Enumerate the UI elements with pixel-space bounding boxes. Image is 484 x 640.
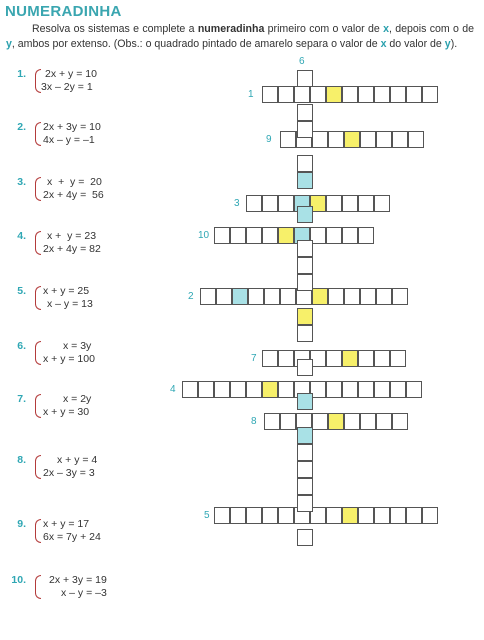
grid-cell[interactable] [262,195,278,212]
grid-cell[interactable] [422,86,438,103]
grid-cell[interactable] [297,427,313,444]
grid-cell[interactable] [328,413,344,430]
grid-cell[interactable] [297,70,313,87]
system-number: 1. [17,68,26,80]
grid-cell[interactable] [200,288,216,305]
grid-cell[interactable] [297,240,313,257]
system-number: 2. [17,121,26,133]
grid-cell[interactable] [358,507,374,524]
grid-cell[interactable] [262,381,278,398]
grid-cell[interactable] [358,381,374,398]
grid-cell[interactable] [342,350,358,367]
grid-cell[interactable] [297,257,313,274]
grid-cell[interactable] [390,381,406,398]
grid-cell[interactable] [297,393,313,410]
instr-var-y: y [444,38,451,50]
grid-cell[interactable] [297,461,313,478]
brace-icon [35,122,41,146]
column-label: 6 [299,56,305,67]
grid-cell[interactable] [297,495,313,512]
equation-line: 2x + 4y = 82 [43,243,101,255]
grid-cell[interactable] [328,131,344,148]
page-title: NUMERADINHA [5,3,122,20]
instr-text: ). [450,38,458,50]
grid-cell[interactable] [406,381,422,398]
system-number: 7. [17,393,26,405]
grid-cell[interactable] [182,381,198,398]
grid-cell[interactable] [374,381,390,398]
equation-line: x = 3y [63,340,92,352]
row-label: 5 [204,510,210,521]
grid-cell[interactable] [278,195,294,212]
system-number: 3. [17,176,26,188]
grid-cell[interactable] [344,288,360,305]
grid-cell[interactable] [297,308,313,325]
row-label: 2 [188,291,194,302]
grid-cell[interactable] [312,288,328,305]
grid-cell[interactable] [342,86,358,103]
equation-line: x = 2y [63,393,92,405]
equation-line: 2x – 3y = 3 [43,467,95,479]
grid-cell[interactable] [342,227,358,244]
grid-cell[interactable] [392,413,408,430]
brace-icon [35,231,41,255]
grid-cell[interactable] [358,227,374,244]
instr-keyword: numeradinha [197,23,265,35]
system-number: 10. [11,574,26,586]
system-number: 6. [17,340,26,352]
grid-cell[interactable] [312,413,328,430]
grid-cell[interactable] [297,121,313,138]
grid-cell[interactable] [326,507,342,524]
equation-line: x + y = 23 [47,230,97,242]
equation-line: 2x + 4y = 56 [43,189,104,201]
instr-text: primeiro com o valor de [264,23,384,35]
grid-cell[interactable] [358,350,374,367]
instr-text: do valor de [386,38,445,50]
grid-cell[interactable] [406,86,422,103]
instructions [6,22,474,52]
grid-cell[interactable] [230,227,246,244]
brace-icon [35,575,41,599]
grid-cell[interactable] [326,195,342,212]
instr-var-y: y [6,38,12,50]
grid-cell[interactable] [360,131,376,148]
brace-icon [35,455,41,479]
equation-line: 2x + 3y = 19 [49,574,107,586]
grid-cell[interactable] [280,131,296,148]
system-number: 9. [17,518,26,530]
grid-cell[interactable] [297,529,313,546]
grid-cell[interactable] [262,227,278,244]
grid-cell[interactable] [246,381,262,398]
grid-cell[interactable] [344,131,360,148]
grid-cell[interactable] [406,507,422,524]
grid-cell[interactable] [230,507,246,524]
equation-line: x + y = 20 [47,176,102,188]
instr-text: , ambos por extenso. (Obs.: o quadrado pintado de amarelo separa o valor de [11,38,381,50]
grid-cell[interactable] [278,86,294,103]
equation-line: x + y = 25 [43,285,90,297]
grid-cell[interactable] [326,227,342,244]
grid-cell[interactable] [376,131,392,148]
grid-cell[interactable] [376,413,392,430]
equation-line: x – y = –3 [61,587,107,599]
grid-cell[interactable] [294,86,310,103]
grid-cell[interactable] [246,227,262,244]
system-number: 8. [17,454,26,466]
grid-cell[interactable] [297,444,313,461]
grid-cell[interactable] [360,413,376,430]
system-number: 5. [17,285,26,297]
grid-cell[interactable] [230,381,246,398]
equation-line: x – y = 13 [47,298,93,310]
grid-cell[interactable] [278,227,294,244]
grid-cell[interactable] [392,131,408,148]
equation-line: 3x – 2y = 1 [41,81,93,93]
instr-text: Resolva os sistemas e complete a [32,23,198,35]
grid-cell[interactable] [297,104,313,121]
grid-cell[interactable] [264,288,280,305]
equation-line: 2x + y = 10 [45,68,97,80]
equation-line: 2x + 3y = 10 [43,121,101,133]
row-label: 3 [234,198,240,209]
grid-cell[interactable] [312,131,328,148]
grid-cell[interactable] [214,227,230,244]
row-label: 7 [251,353,257,364]
grid-cell[interactable] [246,507,262,524]
grid-cell[interactable] [214,381,230,398]
grid-cell[interactable] [262,350,278,367]
row-label: 8 [251,416,257,427]
grid-cell[interactable] [297,206,313,223]
grid-cell[interactable] [198,381,214,398]
grid-cell[interactable] [297,478,313,495]
grid-cell[interactable] [342,195,358,212]
grid-cell[interactable] [328,288,344,305]
grid-cell[interactable] [262,507,278,524]
row-label: 1 [248,89,254,100]
grid-cell[interactable] [342,381,358,398]
grid-cell[interactable] [278,507,294,524]
grid-cell[interactable] [262,86,278,103]
grid-cell[interactable] [422,507,438,524]
grid-cell[interactable] [310,86,326,103]
grid-cell[interactable] [297,172,313,189]
equation-line: x + y = 4 [57,454,98,466]
grid-cell[interactable] [374,195,390,212]
grid-cell[interactable] [232,288,248,305]
grid-cell[interactable] [278,350,294,367]
grid-cell[interactable] [390,86,406,103]
row-label: 10 [198,230,210,241]
grid-cell[interactable] [376,288,392,305]
row-label: 9 [266,134,272,145]
grid-cell[interactable] [248,288,264,305]
grid-cell[interactable] [216,288,232,305]
instr-text: , depois com o de [388,23,475,35]
grid-cell[interactable] [297,274,313,291]
brace-icon [35,394,41,418]
row-label: 4 [170,384,176,395]
brace-icon [35,177,41,201]
equation-line: 6x = 7y + 24 [43,531,101,543]
grid-cell[interactable] [344,413,360,430]
grid-cell[interactable] [390,507,406,524]
instr-var-x: x [380,38,387,50]
system-number: 4. [17,230,26,242]
brace-icon [35,519,41,543]
grid-cell[interactable] [278,381,294,398]
equation-line: x + y = 100 [43,353,95,365]
equation-line: x + y = 30 [43,406,90,418]
grid-cell[interactable] [358,195,374,212]
grid-cell[interactable] [374,507,390,524]
grid-cell[interactable] [326,381,342,398]
grid-cell[interactable] [297,359,313,376]
grid-cell[interactable] [280,413,296,430]
grid-cell[interactable] [246,195,262,212]
grid-cell[interactable] [374,86,390,103]
equation-line: 4x – y = –1 [43,134,95,146]
brace-icon [35,341,41,365]
grid-cell[interactable] [280,288,296,305]
grid-cell[interactable] [392,288,408,305]
grid-cell[interactable] [374,350,390,367]
grid-cell[interactable] [360,288,376,305]
grid-cell[interactable] [264,413,280,430]
grid-cell[interactable] [326,350,342,367]
grid-cell[interactable] [326,86,342,103]
grid-cell[interactable] [297,155,313,172]
brace-icon [35,286,41,310]
grid-cell[interactable] [342,507,358,524]
instr-var-x: x [383,23,389,35]
grid-cell[interactable] [358,86,374,103]
grid-cell[interactable] [214,507,230,524]
equation-line: x + y = 17 [43,518,90,530]
grid-cell[interactable] [390,350,406,367]
grid-cell[interactable] [297,325,313,342]
grid-cell[interactable] [408,131,424,148]
